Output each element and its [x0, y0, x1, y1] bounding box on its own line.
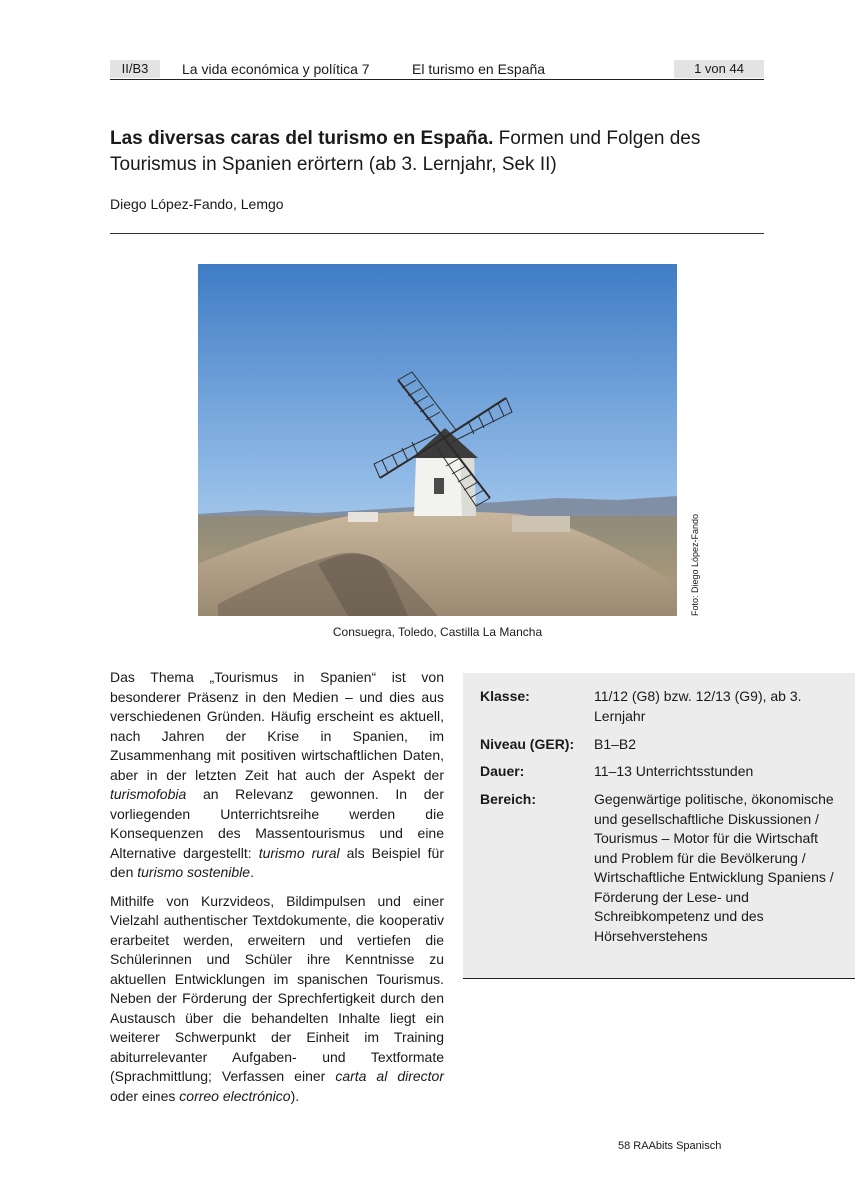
photo-caption: Consuegra, Toledo, Castilla La Mancha [332, 625, 543, 639]
bereich-value: Gegenwärtige politische, ökonomische und gesellschaftliche Diskussionen / Tourismus – Motor für die Wirtschaft und Problem für die Bevölkerung / Wirtschaftliche Entwicklung Spaniens / Förderung der Lese- und Schreibkompetenz und des Hörsehverstehens [594, 791, 834, 944]
author-line: Diego López-Fando, Lemgo [110, 196, 284, 212]
topic-title: El turismo en España [412, 61, 546, 77]
title-divider [110, 233, 764, 234]
niveau-label: Niveau (GER): [480, 736, 575, 752]
windmill-illustration [198, 264, 677, 616]
dauer-value: 11–13 Unterrichtsstunden [594, 763, 754, 779]
title-subtitle: Formen und Folgen des Tourismus in Spanien erörtern (ab 3. Lernjahr, Sek II) [110, 128, 701, 175]
niveau-value: B1–B2 [594, 736, 637, 752]
klasse-label: Klasse: [480, 688, 530, 704]
page-header [110, 60, 764, 80]
dauer-label: Dauer: [480, 763, 525, 779]
page-counter: 1 von 44 [674, 60, 764, 78]
bereich-label: Bereich: [480, 791, 537, 807]
intro-text [110, 668, 444, 1115]
intro-paragraph-2: Mithilfe von Kurzvideos, Bildimpulsen und einer Vielzahl authentischer Textdokumente, die kooperativ erarbeitet werden, erweitern und vertiefen die Schülerinnen und Schüler ihre Kenntnisse zu aktuellen Entwicklungen im spanischen Tourismus. Neben der Förderung der Sprechfertigkeit durch den Austausch über die behandelten Inhalte liegt ein weiterer Schwerpunkt der Einheit im Training abiturrelevanter Aufgaben- und Textformate (Sprachmittlung; Verfassen einer carta al director oder eines correo electrónico). [110, 892, 445, 1104]
document-title [110, 126, 780, 178]
klasse-value: 11/12 (G8) bzw. 12/13 (G9), ab 3. Lernjahr [594, 688, 802, 724]
intro-paragraph-1: Das Thema „Tourismus in Spanien“ ist von besonderer Präsenz in den Medien – und dies aus verschiedenen Gründen. Häufig erscheint es aktuell, nach Jahren der Krise in Spanien, im Zusammenhang mit positiven wirtschaftlichen Daten, aber in der letzten Zeit hat auch der Aspekt der turismofobia an Relevanz gewonnen. In der vorliegenden Unterrichtsreihe werden die Konsequenzen des Massentourismus und eine Alternative dargestellt: turismo rural als Beispiel für den turismo sostenible. [110, 669, 445, 880]
course-info-box [463, 673, 855, 979]
title-bold: Las diversas caras del turismo en España. [110, 128, 494, 149]
photo-credit-text: Foto: Diego López-Fando [690, 513, 700, 616]
page-footer: 58 RAAbits Spanisch [618, 1140, 722, 1152]
series-title: La vida económica y política 7 [182, 61, 370, 77]
windmill-photo [198, 264, 677, 616]
section-code: II/B3 [110, 60, 160, 78]
